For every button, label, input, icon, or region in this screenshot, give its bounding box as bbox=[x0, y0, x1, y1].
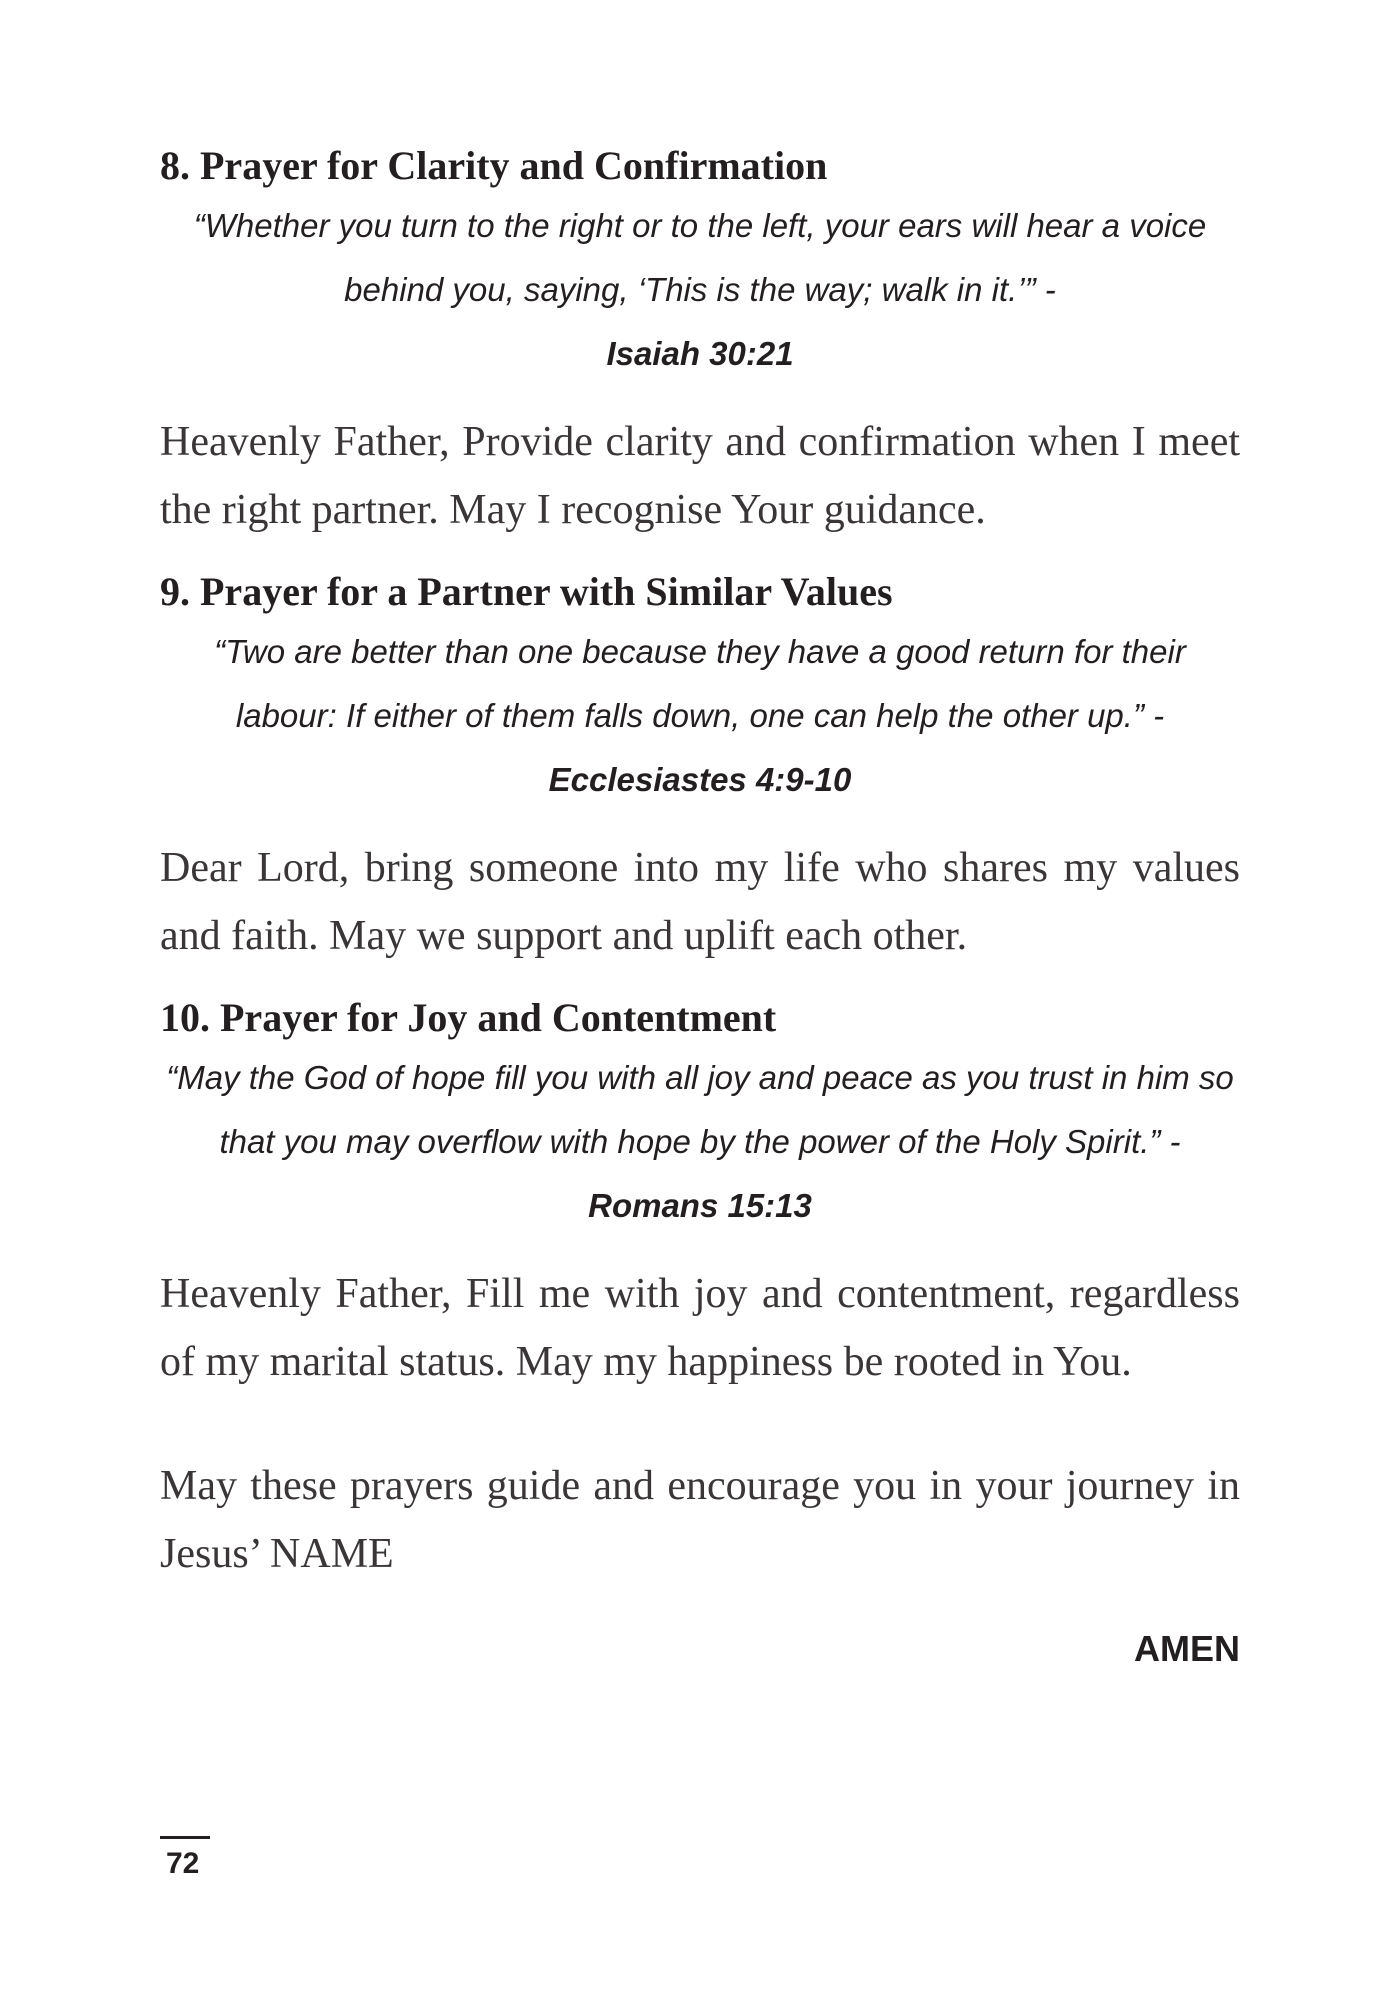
prayer-section-8 bbox=[160, 140, 1240, 544]
book-page bbox=[160, 140, 1240, 1670]
prayer-section-10 bbox=[160, 992, 1240, 1396]
section-heading: 8. Prayer for Clarity and Confirmation bbox=[160, 143, 828, 188]
prayer-text: Dear Lord, bring someone into my life who shares my values and faith. May we support and uplift each other. bbox=[160, 845, 1240, 959]
section-heading: 9. Prayer for a Partner with Similar Values bbox=[160, 569, 893, 614]
scripture-quote bbox=[160, 194, 1240, 386]
scripture-reference: Isaiah 30:21 bbox=[606, 335, 794, 372]
prayer-section-9 bbox=[160, 566, 1240, 970]
closing-text: May these prayers guide and encourage you in your journey in Jesus’ NAME bbox=[160, 1463, 1240, 1577]
quote-text: “Whether you turn to the right or to the left, your ears will hear a voice behind you, saying, ‘This is the way; walk in it.’” - bbox=[193, 207, 1207, 308]
prayer-text: Heavenly Father, Provide clarity and confirmation when I meet the right partner. May I recognise Your guidance. bbox=[160, 419, 1240, 533]
quote-text: “Two are better than one because they have a good return for their labour: If either of them falls down, one can help the other up.” - bbox=[214, 633, 1186, 734]
section-heading: 10. Prayer for Joy and Contentment bbox=[160, 995, 777, 1040]
scripture-quote bbox=[160, 1046, 1240, 1238]
page-footer bbox=[160, 1836, 210, 1881]
page-number: 72 bbox=[166, 1847, 200, 1880]
quote-text: “May the God of hope fill you with all joy and peace as you trust in him so that you may overflow with hope by the power of the Holy Spirit.” - bbox=[166, 1059, 1234, 1160]
scripture-quote bbox=[160, 620, 1240, 812]
amen-text: AMEN bbox=[1134, 1628, 1240, 1669]
scripture-reference: Romans 15:13 bbox=[588, 1187, 812, 1224]
scripture-reference: Ecclesiastes 4:9-10 bbox=[548, 761, 852, 798]
footer-rule bbox=[160, 1836, 210, 1839]
prayer-text: Heavenly Father, Fill me with joy and contentment, regardless of my marital status. May my happiness be rooted in You. bbox=[160, 1271, 1240, 1385]
